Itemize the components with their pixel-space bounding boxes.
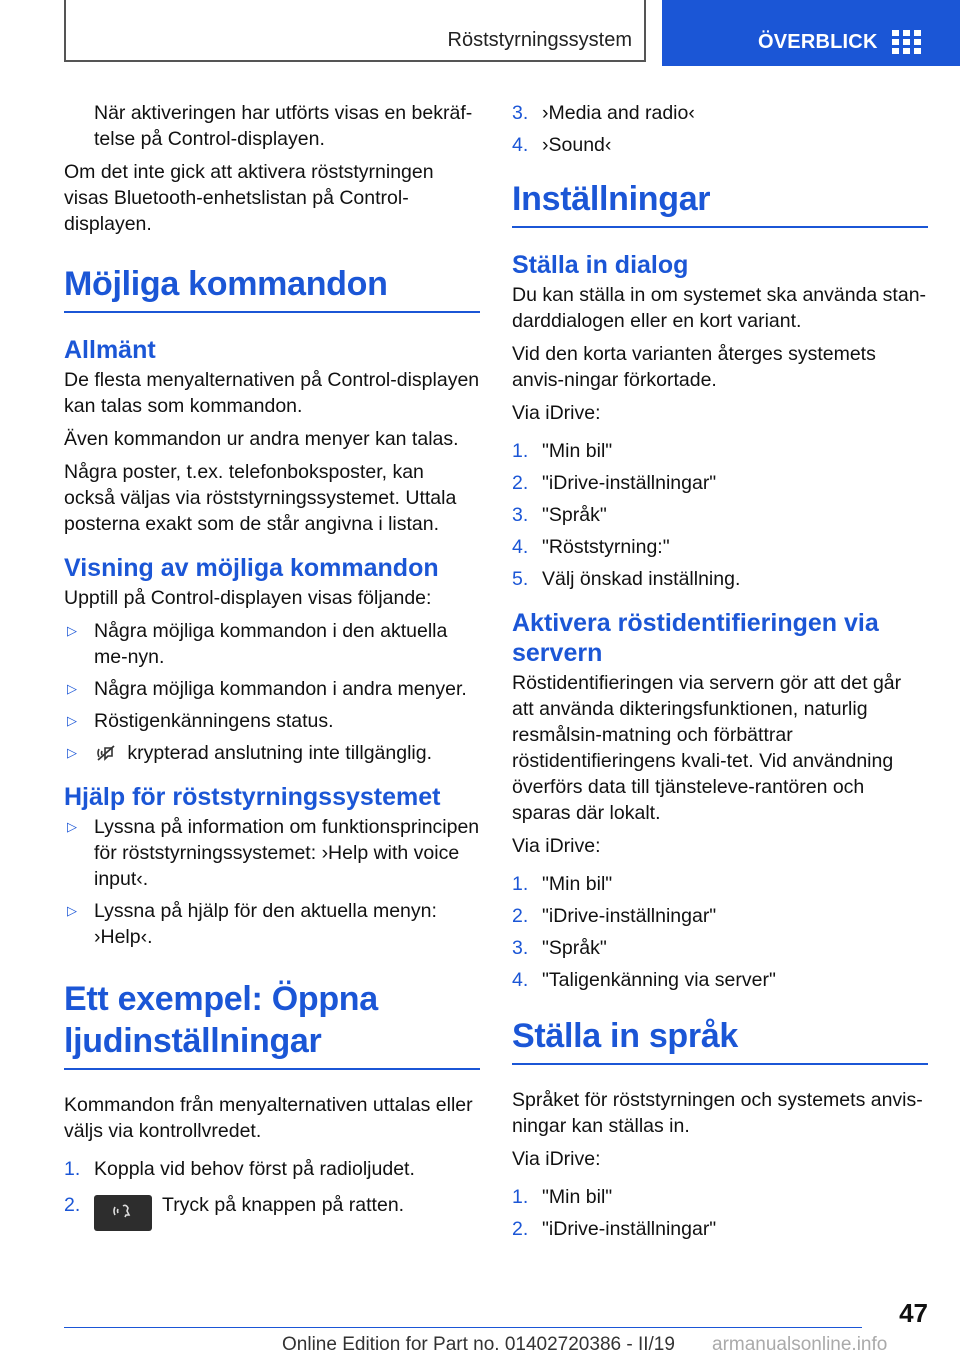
list-item: 2. Tryck på knappen på ratten. <box>64 1192 480 1231</box>
heading-general: Allmänt <box>64 336 156 364</box>
list-item: 1. "Min bil" <box>512 1186 613 1208</box>
overview-tab[interactable] <box>662 0 960 66</box>
list-item: ▷ Röstigenkänningens status. <box>67 710 334 732</box>
activation-failed-text: Om det inte gick att aktivera röststyrningen visas Bluetooth-enhetslistan på Control-displayen. <box>64 161 434 235</box>
list-item: 1. "Min bil" <box>512 440 613 462</box>
triangle-bullet-icon: ▷ <box>67 681 77 696</box>
footer-divider <box>64 1327 862 1328</box>
list-item: 3. ›Media and radio‹ <box>512 102 695 124</box>
list-item: 3. "Språk" <box>512 937 607 959</box>
heading-server-recognition: Aktivera röstidentifieringen via servern <box>512 609 879 667</box>
list-item: ▷ Lyssna på information om funktionsprincipen för röststyrningssystemet: ›Help with voice input‹. <box>67 816 480 890</box>
overview-tab-label: ÖVERBLICK <box>758 31 878 53</box>
list-item: ▷ Några möjliga kommandon i den aktuella me‐nyn. <box>67 620 448 668</box>
list-item: 1. "Min bil" <box>512 873 613 895</box>
list-item: 5. Välj önskad inställning. <box>512 568 741 590</box>
page-number: 47 <box>899 1298 928 1328</box>
grid-icon <box>892 30 922 54</box>
list-item: 4. "Taligenkänning via server" <box>512 969 776 991</box>
right-column <box>512 100 928 1248</box>
list-item: ▷ Några möjliga kommandon i andra menyer. <box>67 678 467 700</box>
server-text: Röstidentifieringen via servern gör att det går att använda dikteringsfunktionen, naturlig resmålsin‐matning och förbättrar röstidentifieringens kvali‐tet. Vid användning överförs data till tjänsteleve‐rantören och sparas där lokalt. <box>512 672 902 824</box>
list-item: 2. "iDrive-inställningar" <box>512 1218 717 1240</box>
left-column <box>64 100 480 1237</box>
triangle-bullet-icon: ▷ <box>67 623 77 638</box>
general-text-3: Några poster, t.ex. telefonboksposter, kan också väljas via röststyrningssystemet. Uttala posterna exakt som de står angivna i listan. <box>64 461 457 535</box>
via-idrive-2: Via iDrive: <box>512 835 601 857</box>
list-item: ▷ krypterad anslutning inte tillgänglig. <box>67 742 433 764</box>
heading-language: Ställa in språk <box>512 1015 928 1065</box>
voice-command-icon <box>111 1201 135 1221</box>
list-item: 2. "iDrive-inställningar" <box>512 472 717 494</box>
list-item: ▷ Lyssna på hjälp för den aktuella menyn: ›Help‹. <box>67 900 437 948</box>
heading-voice-help: Hjälp för röststyrningssystemet <box>64 783 441 811</box>
heading-dialog: Ställa in dialog <box>512 251 689 279</box>
dialog-steps <box>512 438 928 592</box>
triangle-bullet-icon: ▷ <box>67 903 77 918</box>
example-steps-continued <box>512 100 928 158</box>
dialog-text-2: Vid den korta varianten återges systemets anvis‐ningar förkortade. <box>512 343 876 391</box>
heading-example: Ett exempel: Öppna ljudinställningar <box>64 978 480 1070</box>
example-intro: Kommandon från menyalternativen uttalas eller väljs via kontrollvredet. <box>64 1094 473 1142</box>
server-steps <box>512 871 928 993</box>
triangle-bullet-icon: ▷ <box>67 713 77 728</box>
via-idrive-1: Via iDrive: <box>512 402 601 424</box>
voice-button-image <box>94 1195 152 1231</box>
section-title: Röststyrningssystem <box>447 29 632 51</box>
heading-settings: Inställningar <box>512 178 928 228</box>
watermark-text: armanualsonline.info <box>712 1334 888 1355</box>
language-steps <box>512 1184 928 1242</box>
crossed-speech-icon <box>96 744 116 762</box>
list-item: 4. "Röststyrning:" <box>512 536 670 558</box>
language-text: Språket för röststyrningen och systemets anvis‐ningar kan ställas in. <box>512 1089 923 1137</box>
activation-confirmation-text: När aktiveringen har utförts visas en bekräf‐telse på Control-displayen. <box>94 102 473 150</box>
example-steps <box>64 1156 480 1231</box>
edition-text: Online Edition for Part no. 01402720386 - II/19 <box>282 1334 675 1355</box>
triangle-bullet-icon: ▷ <box>67 745 77 760</box>
via-idrive-3: Via iDrive: <box>512 1148 601 1170</box>
header-section-box <box>64 0 646 62</box>
general-text-2: Även kommandon ur andra menyer kan talas. <box>64 428 459 450</box>
list-item: 1. Koppla vid behov först på radioljudet. <box>64 1158 415 1180</box>
general-text-1: De flesta menyalternativen på Control-displayen kan talas som kommandon. <box>64 369 480 417</box>
voice-help-list <box>64 814 480 950</box>
heading-show-commands: Visning av möjliga kommandon <box>64 554 439 582</box>
show-commands-intro: Upptill på Control-displayen visas följande: <box>64 587 432 609</box>
show-commands-list <box>64 618 480 766</box>
triangle-bullet-icon: ▷ <box>67 819 77 834</box>
list-item: 4. ›Sound‹ <box>512 134 612 156</box>
dialog-text-1: Du kan ställa in om systemet ska använda stan‐darddialogen eller en kort variant. <box>512 284 927 332</box>
heading-possible-commands: Möjliga kommandon <box>64 263 480 313</box>
list-item: 2. "iDrive-inställningar" <box>512 905 717 927</box>
list-item: 3. "Språk" <box>512 504 607 526</box>
